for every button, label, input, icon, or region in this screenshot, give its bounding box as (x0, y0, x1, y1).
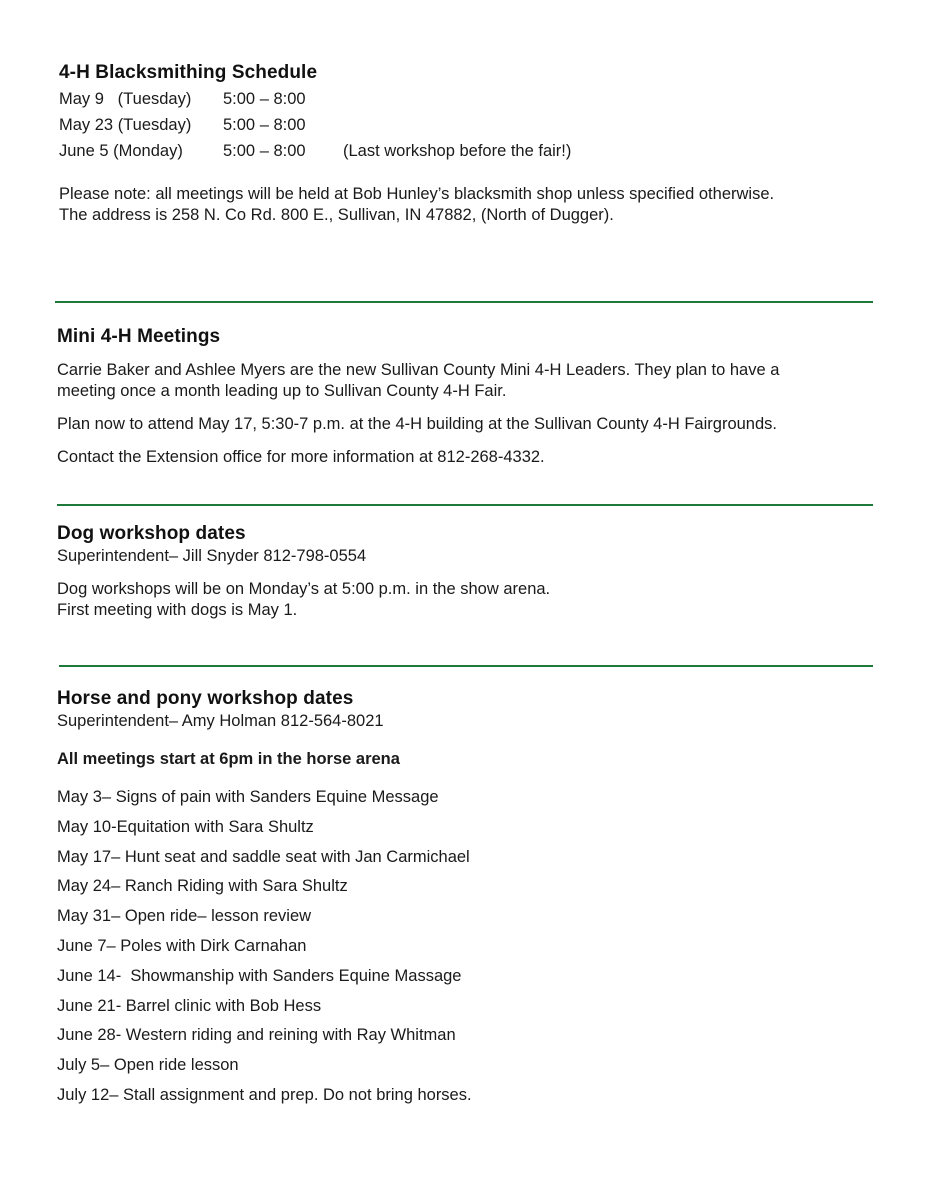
blacksmithing-section (59, 62, 928, 226)
schedule-row (59, 138, 928, 164)
mini-section (57, 326, 928, 468)
schedule-date: May 23 (Tuesday) (59, 116, 192, 134)
list-item: May 31– Open ride– lesson review (57, 907, 312, 926)
mini-paragraph-1 (57, 360, 928, 402)
list-item: July 12– Stall assignment and prep. Do not bring horses. (57, 1085, 472, 1104)
dog-line-2: First meeting with dogs is May 1. (57, 601, 298, 619)
horse-title: Horse and pony workshop dates (57, 688, 354, 709)
mini-title: Mini 4-H Meetings (57, 326, 221, 347)
list-item: June 28- Western riding and reining with Ray Whitman (57, 1026, 456, 1045)
list-item: June 21- Barrel clinic with Bob Hess (57, 996, 322, 1015)
list-item: June 14- Showmanship with Sanders Equine Massage (57, 966, 462, 985)
blacksmithing-title: 4-H Blacksmithing Schedule (59, 62, 318, 83)
list-item: May 24– Ranch Riding with Sara Shultz (57, 877, 348, 896)
blacksmithing-schedule (59, 86, 928, 164)
note-line-2: The address is 258 N. Co Rd. 800 E., Sullivan, IN 47882, (North of Dugger). (59, 206, 614, 224)
mini-para1-line2: meeting once a month leading up to Sullivan County 4-H Fair. (57, 382, 507, 400)
blacksmithing-note (59, 184, 928, 226)
schedule-date: June 5 (Monday) (59, 142, 183, 160)
horse-notice: All meetings start at 6pm in the horse arena (57, 750, 400, 768)
mini-paragraph-3: Contact the Extension office for more information at 812-268-4332. (57, 448, 545, 466)
note-line-1: Please note: all meetings will be held at Bob Hunley’s blacksmith shop unless specified otherwise. (59, 185, 775, 203)
schedule-time: 5:00 – 8:00 (223, 90, 306, 108)
schedule-time: 5:00 – 8:00 (223, 116, 306, 134)
list-item: May 17– Hunt seat and saddle seat with Jan Carmichael (57, 847, 470, 866)
section-divider (55, 301, 873, 303)
horse-superintendent: Superintendent– Amy Holman 812-564-8021 (57, 712, 384, 730)
dog-line-1: Dog workshops will be on Monday’s at 5:00 p.m. in the show arena. (57, 580, 551, 598)
dog-title: Dog workshop dates (57, 523, 246, 544)
dog-details (57, 579, 928, 621)
list-item: May 10-Equitation with Sara Shultz (57, 817, 314, 836)
section-divider (59, 665, 873, 667)
mini-para1-line1: Carrie Baker and Ashlee Myers are the new Sullivan County Mini 4-H Leaders. They plan to have a (57, 361, 780, 379)
schedule-note: (Last workshop before the fair!) (343, 142, 572, 160)
dog-superintendent: Superintendent– Jill Snyder 812-798-0554 (57, 547, 367, 565)
schedule-row (59, 112, 928, 138)
section-divider (57, 504, 873, 506)
schedule-time: 5:00 – 8:00 (223, 142, 306, 160)
list-item: June 7– Poles with Dirk Carnahan (57, 936, 307, 955)
horse-section (57, 688, 928, 1111)
schedule-row (59, 86, 928, 112)
list-item: July 5– Open ride lesson (57, 1056, 239, 1075)
list-item: May 3– Signs of pain with Sanders Equine Message (57, 788, 439, 806)
mini-paragraph-2: Plan now to attend May 17, 5:30-7 p.m. at the 4-H building at the Sullivan County 4-H Fairgrounds. (57, 415, 777, 433)
horse-schedule-list (57, 783, 928, 1111)
dog-section (57, 523, 928, 621)
schedule-date: May 9 (Tuesday) (59, 90, 192, 108)
